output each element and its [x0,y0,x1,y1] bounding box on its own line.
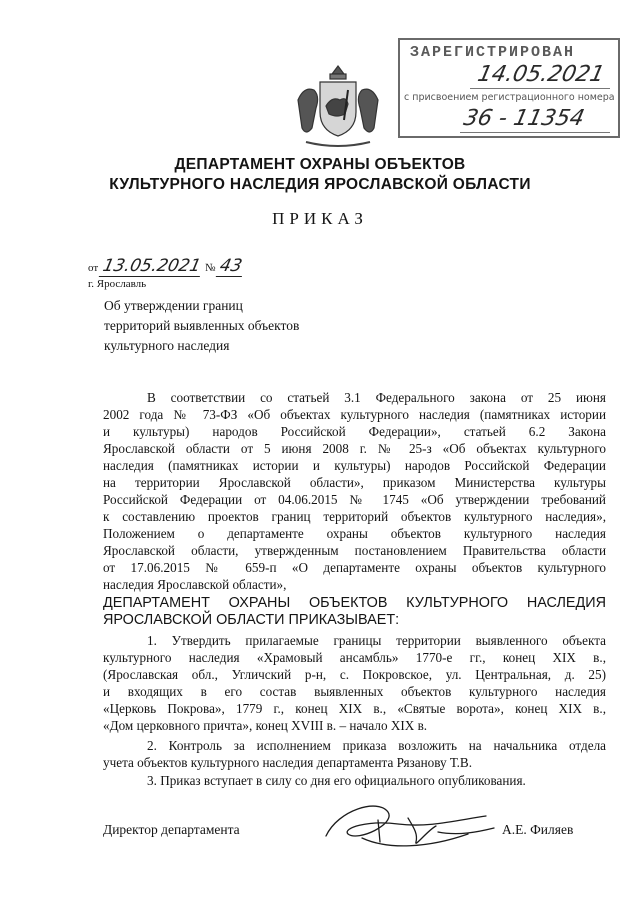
body-line: наследия (памятниках истории и культуры) народов Российской Федерации [103,458,606,473]
body-line: 2002 года № 73-ФЗ «Об объектах культурного наследия (памятниках истории [103,407,606,422]
handwritten-signature [318,790,508,870]
body-line: на территории Ярославской области», приказом Министерства культуры [103,475,606,490]
subject-line: Об утверждении границ [104,298,243,313]
number-prefix: № [205,262,216,274]
city-label: г. Ярославль [88,278,147,290]
department-name-line-2: КУЛЬТУРНОГО НАСЛЕДИЯ ЯРОСЛАВСКОЙ ОБЛАСТИ [109,176,531,193]
body-line-caps: ЯРОСЛАВСКОЙ ОБЛАСТИ ПРИКАЗЫВАЕТ: [103,612,400,628]
body-line: (Ярославская обл., Угличский р-н, с. Покровское, ул. Центральная, д. 25) [103,667,606,682]
body-line: к составлению проектов границ территорий объектов культурного наследия», [103,509,606,524]
coat-of-arms-emblem [292,60,384,152]
body-line: культурного наследия «Храмовый ансамбль» 1770-е гг., конец XIX в., [103,650,606,665]
order-date-row [88,256,244,277]
subject-line: культурного наследия [104,338,230,353]
body-line: от 17.06.2015 № 659-п «О департаменте охраны объектов культурного [103,560,606,575]
stamp-date: 14.05.2021 [475,62,607,87]
body-line: 2. Контроль за исполнением приказа возложить на начальника отдела [147,738,606,753]
body-line-caps: ДЕПАРТАМЕНТ ОХРАНЫ ОБЪЕКТОВ КУЛЬТУРНОГО НАСЛЕДИЯ [103,595,606,611]
body-line: и входящих в его состав выявленных объектов культурного наследия [103,684,606,699]
body-line: «Церковь Покрова», 1779 г., конец XIX в., «Святые ворота», конец XIX в., [103,701,606,716]
body-line: В соответствии со статьей 3.1 Федерального закона от 25 июня [147,390,606,405]
body-line: учета объектов культурного наследия департамента Рязанову Т.В. [103,755,473,770]
registration-stamp [398,38,620,138]
body-line: Ярославской области, утвержденным постановлением Правительства области [103,543,606,558]
stamp-divider [470,88,610,89]
date-prefix: от [88,262,99,274]
body-line: Положением о департаменте охраны объектов культурного наследия [103,526,606,541]
signer-name: А.Е. Филяев [502,822,574,837]
order-number: 43 [216,256,246,277]
stamp-number: 36 - 11354 [461,106,587,131]
body-line: Российской Федерации от 04.06.2015 № 1745 «Об утверждении требований [103,492,606,507]
body-line: «Дом церковного причта», конец XVIII в. – начало XIX в. [103,718,428,733]
body-line: 1. Утвердить прилагаемые границы территории выявленного объекта [147,633,606,648]
body-line: Ярославской области от 5 июня 2008 г. № 25-з «Об объектах культурного [103,441,606,456]
body-line: и культуры) народов Российской Федерации», статьей 6.2 Закона [103,424,606,439]
department-name-line-1: ДЕПАРТАМЕНТ ОХРАНЫ ОБЪЕКТОВ [174,156,466,173]
document-type-title: ПРИКАЗ [272,209,368,228]
signer-title: Директор департамента [103,822,240,837]
stamp-divider [460,132,610,133]
stamp-title: ЗАРЕГИСТРИРОВАН [410,44,576,61]
subject-line: территорий выявленных объектов [104,318,300,333]
body-line: 3. Приказ вступает в силу со дня его официального опубликования. [147,773,526,788]
body-line: наследия Ярославской области», [103,577,287,592]
order-date: 13.05.2021 [99,256,205,277]
stamp-note: с присвоением регистрационного номера [404,92,615,103]
